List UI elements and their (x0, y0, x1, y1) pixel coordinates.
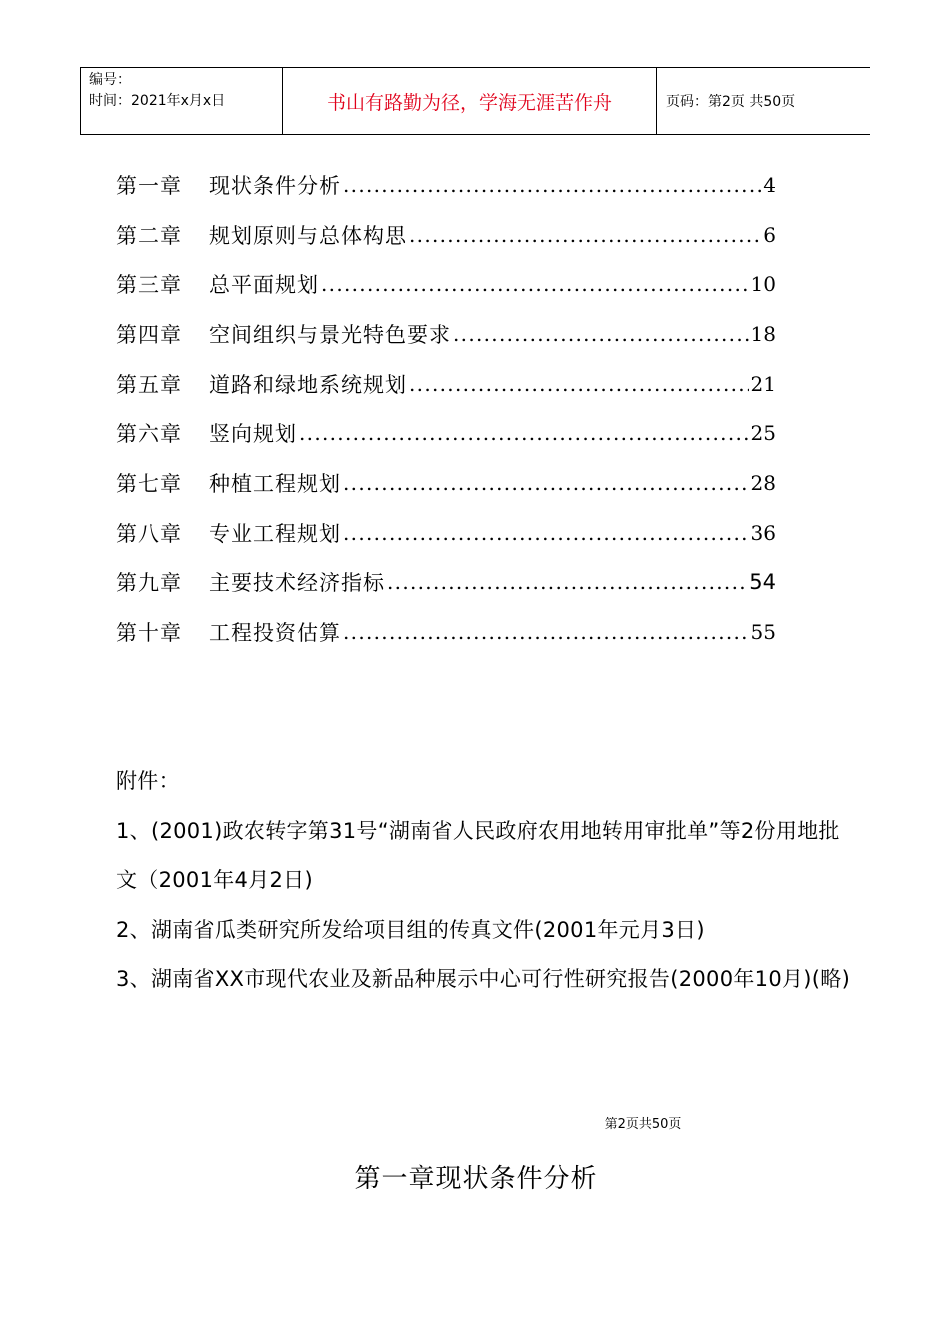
header-meta-cell (81, 68, 283, 134)
toc-entry[interactable] (116, 558, 776, 608)
toc-leader (453, 322, 749, 346)
toc-title: 道路和绿地系统规划 (209, 372, 407, 397)
header-page-info: 页码：第2页 共50页 (666, 94, 796, 110)
toc-leader (343, 471, 749, 495)
toc-page: 21 (750, 371, 776, 396)
chapter-heading: 第一章现状条件分析 (354, 1164, 598, 1194)
page-header (80, 67, 870, 135)
toc-title: 空间组织与景光特色要求 (209, 322, 451, 347)
toc-entry[interactable] (116, 210, 776, 260)
toc-page: 18 (750, 321, 776, 346)
toc-chapter: 第九章 (116, 571, 182, 596)
toc-page: 54 (749, 570, 776, 595)
toc-title: 总平面规划 (209, 273, 319, 298)
toc-entry[interactable] (116, 160, 776, 210)
toc-title: 工程投资估算 (209, 621, 341, 646)
toc-title: 主要技术经济指标 (209, 571, 385, 596)
toc-chapter: 第二章 (116, 223, 182, 248)
toc-page: 55 (750, 620, 776, 645)
toc-chapter: 第十章 (116, 621, 182, 646)
toc-page: 28 (750, 470, 776, 495)
toc-entry[interactable] (116, 607, 776, 657)
toc-leader (409, 223, 761, 247)
toc-page: 6 (763, 222, 776, 247)
toc-chapter: 第五章 (116, 372, 182, 397)
toc-chapter: 第六章 (116, 422, 182, 447)
toc-chapter: 第四章 (116, 322, 182, 347)
toc-title: 现状条件分析 (209, 173, 341, 198)
page-footer-number: 第2页共50页 (604, 1117, 682, 1132)
table-of-contents (116, 160, 776, 657)
toc-leader (321, 272, 749, 296)
toc-entry[interactable] (116, 458, 776, 508)
toc-chapter: 第三章 (116, 273, 182, 298)
toc-leader (343, 521, 749, 545)
toc-page: 25 (750, 421, 776, 446)
toc-chapter: 第八章 (116, 521, 182, 546)
toc-page: 4 (763, 172, 776, 197)
attachment-item: 2、湖南省瓜类研究所发给项目组的传真文件(2001年元月3日) (116, 917, 705, 942)
toc-entry[interactable] (116, 309, 776, 359)
toc-entry[interactable] (116, 408, 776, 458)
toc-entry[interactable] (116, 508, 776, 558)
header-motto: 书山有路勤为径，学海无涯苦作舟 (283, 68, 657, 134)
toc-chapter: 第一章 (116, 173, 182, 198)
toc-title: 种植工程规划 (209, 471, 341, 496)
toc-entry[interactable] (116, 259, 776, 309)
toc-leader (387, 570, 747, 594)
toc-leader (299, 421, 749, 445)
toc-title: 专业工程规划 (209, 521, 341, 546)
toc-leader (343, 620, 749, 644)
toc-title: 竖向规划 (209, 422, 297, 447)
attachments-heading: 附件： (116, 769, 180, 793)
toc-leader (409, 372, 749, 396)
toc-page: 36 (750, 520, 776, 545)
time-label: 时间：2021年x月x日 (89, 93, 226, 109)
toc-leader (343, 173, 761, 197)
attachment-item: 1、(2001)政农转字第31号“湖南省人民政府农用地转用审批单”等2份用地批文（2001年4月2日) (116, 818, 840, 892)
toc-chapter: 第七章 (116, 471, 182, 496)
toc-entry[interactable] (116, 359, 776, 409)
toc-page: 10 (750, 272, 776, 297)
attachment-item: 3、湖南省XX市现代农业及新品种展示中心可行性研究报告(2000年10月)(略) (116, 967, 851, 991)
number-label: 编号： (89, 72, 131, 88)
toc-title: 规划原则与总体构思 (209, 223, 407, 248)
attachments-section (116, 757, 856, 1005)
